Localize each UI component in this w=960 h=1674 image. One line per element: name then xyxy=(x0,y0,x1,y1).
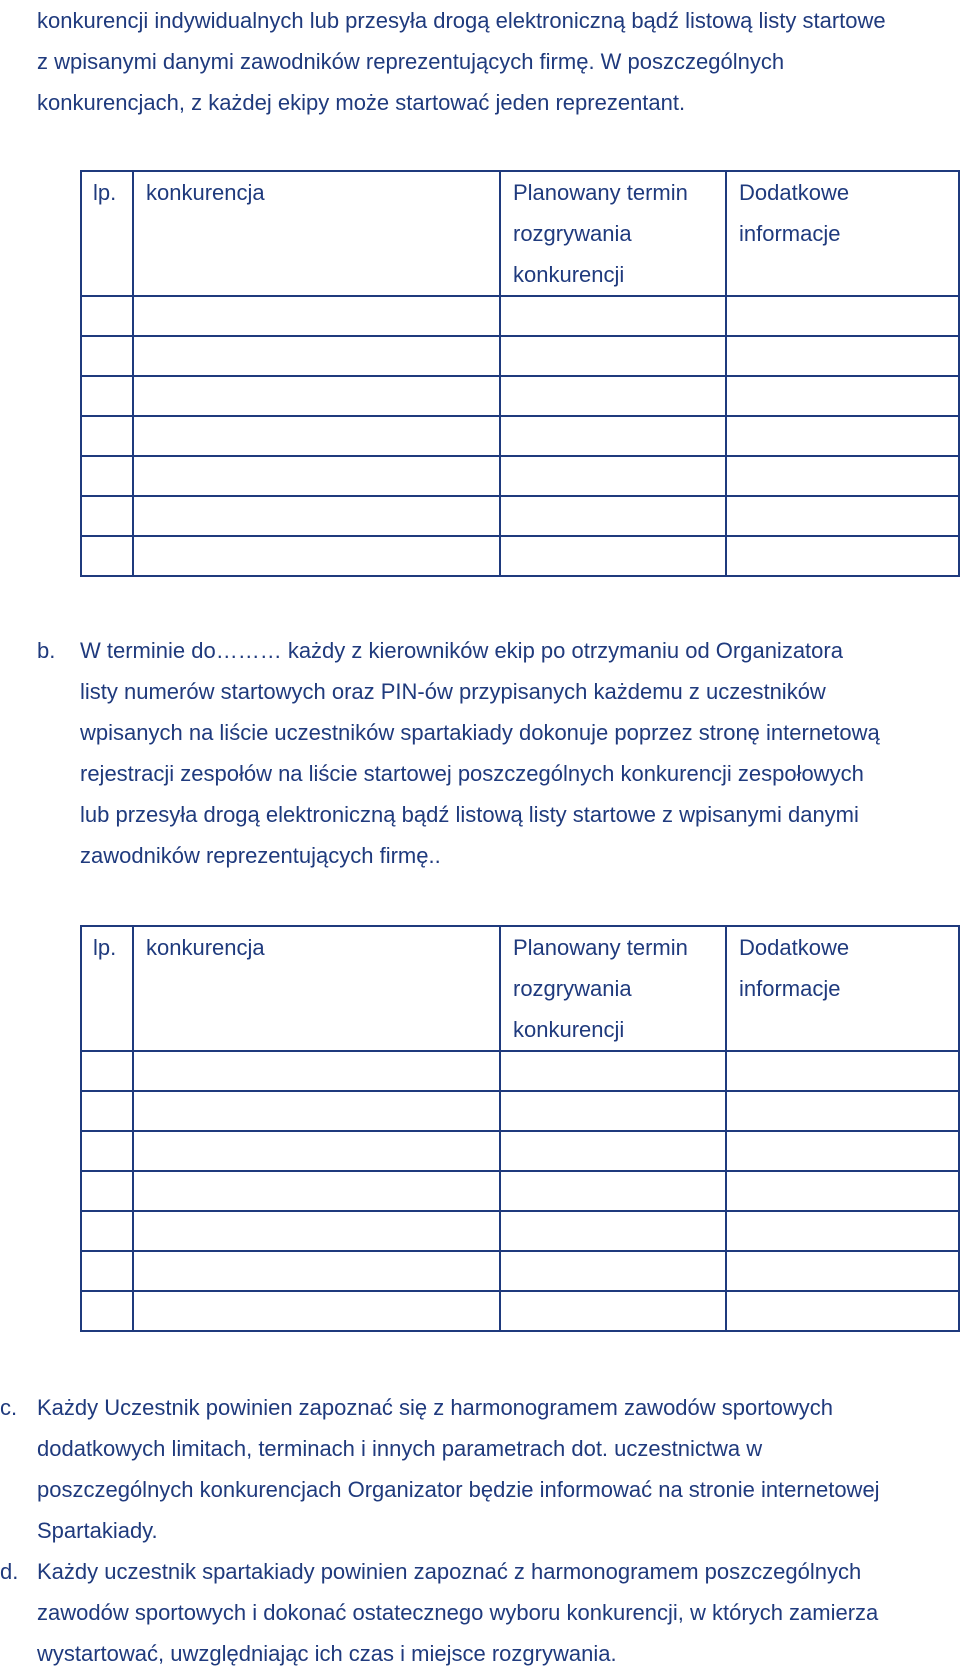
paragraph-line: z wpisanymi danymi zawodników reprezentujących firmę. W poszczególnych xyxy=(37,49,785,74)
list-item-d xyxy=(0,1551,955,1674)
list-marker: d. xyxy=(0,1559,19,1584)
paragraph-line: dodatkowych limitach, terminach i innych parametrach dot. uczestnictwa w xyxy=(37,1436,763,1461)
header-konkurencja: konkurencja xyxy=(133,171,500,296)
list-item-b xyxy=(37,630,955,876)
registration-table-1 xyxy=(80,170,960,577)
paragraph-line: poszczególnych konkurencjach Organizator będzie informować na stronie internetowej xyxy=(37,1477,880,1502)
table-row xyxy=(81,1051,959,1091)
list-marker: b. xyxy=(37,638,56,663)
table-row xyxy=(81,1171,959,1211)
table-row xyxy=(81,416,959,456)
table-header-row xyxy=(81,171,959,296)
table-row xyxy=(81,336,959,376)
list-item-text xyxy=(37,1387,955,1551)
paragraph-line: konkurencji indywidualnych lub przesyła drogą elektroniczną bądź listową listy startowe xyxy=(37,8,886,33)
paragraph-line: wpisanych na liście uczestników spartakiady dokonuje poprzez stronę internetową xyxy=(80,720,880,745)
paragraph-line: Spartakiady. xyxy=(37,1518,158,1543)
table-row xyxy=(81,1251,959,1291)
table-row xyxy=(81,496,959,536)
table-row xyxy=(81,536,959,576)
paragraph-line: lub przesyła drogą elektroniczną bądź listową listy startowe z wpisanymi danymi xyxy=(80,802,859,827)
list-item-text xyxy=(80,630,955,876)
header-lp: lp. xyxy=(81,171,133,296)
paragraph-line: rejestracji zespołów na liście startowej poszczególnych konkurencji zespołowych xyxy=(80,761,864,786)
table-row xyxy=(81,1211,959,1251)
paragraph-line: W terminie do……… każdy z kierowników ekip po otrzymaniu od Organizatora xyxy=(80,638,843,663)
paragraph-line: Każdy uczestnik spartakiady powinien zapoznać z harmonogramem poszczególnych xyxy=(37,1559,862,1584)
header-lp: lp. xyxy=(81,926,133,1051)
paragraph-line: konkurencjach, z każdej ekipy może startować jeden reprezentant. xyxy=(37,90,686,115)
intro-paragraph xyxy=(37,0,955,123)
header-termin: Planowany termin rozgrywania konkurencji xyxy=(500,171,726,296)
table-row xyxy=(81,376,959,416)
table-header-row xyxy=(81,926,959,1051)
header-konkurencja: konkurencja xyxy=(133,926,500,1051)
header-info: Dodatkowe informacje xyxy=(726,926,959,1051)
header-termin: Planowany termin rozgrywania konkurencji xyxy=(500,926,726,1051)
table-row xyxy=(81,1131,959,1171)
header-info: Dodatkowe informacje xyxy=(726,171,959,296)
list-marker: c. xyxy=(0,1395,18,1420)
table-row xyxy=(81,1291,959,1331)
list-item-text xyxy=(37,1551,955,1674)
table-row xyxy=(81,296,959,336)
paragraph-line: zawodów sportowych i dokonać ostatecznego wyboru konkurencji, w których zamierza xyxy=(37,1600,879,1625)
table-row xyxy=(81,1091,959,1131)
paragraph-line: wystartować, uwzględniając ich czas i miejsce rozgrywania. xyxy=(37,1641,617,1666)
registration-table-2 xyxy=(80,925,960,1332)
paragraph-line: Każdy Uczestnik powinien zapoznać się z harmonogramem zawodów sportowych xyxy=(37,1395,834,1420)
table-row xyxy=(81,456,959,496)
paragraph-line: zawodników reprezentujących firmę.. xyxy=(80,843,441,868)
list-item-c xyxy=(0,1387,955,1551)
paragraph-line: listy numerów startowych oraz PIN-ów przypisanych każdemu z uczestników xyxy=(80,679,826,704)
